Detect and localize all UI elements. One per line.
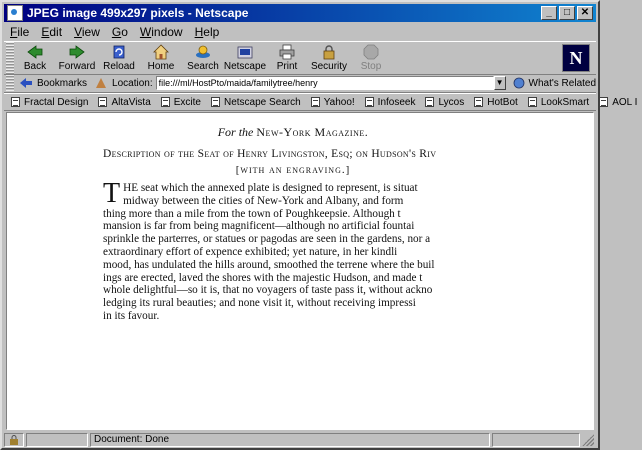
window-title: JPEG image 499x297 pixels - Netscape bbox=[27, 6, 249, 20]
home-button[interactable] bbox=[140, 42, 182, 74]
reload-button[interactable] bbox=[98, 42, 140, 74]
search-label: Search bbox=[187, 61, 219, 72]
print-label: Print bbox=[276, 61, 298, 72]
minimize-button[interactable]: _ bbox=[541, 6, 557, 20]
location-label bbox=[93, 77, 153, 89]
page-icon bbox=[474, 97, 483, 107]
menu-help[interactable]: Help bbox=[194, 25, 220, 39]
link-altavista[interactable]: AltaVista bbox=[93, 97, 155, 108]
page-icon bbox=[98, 97, 107, 107]
title-bar[interactable] bbox=[4, 4, 596, 22]
body-line: mood, has undulated the hills around, smoothed the terrene where the buil bbox=[103, 258, 435, 271]
engraving-note: [with an engraving.] bbox=[235, 164, 351, 176]
link-excite[interactable]: Excite bbox=[156, 97, 206, 108]
netscape-app-icon[interactable] bbox=[7, 5, 23, 21]
printer-icon bbox=[278, 44, 296, 60]
back-arrow-icon bbox=[26, 44, 44, 60]
link-hotbot[interactable]: HotBot bbox=[469, 97, 523, 108]
body-line: midway between the cities of New-York and Albany, and form bbox=[123, 194, 404, 207]
link-netscape-search[interactable]: Netscape Search bbox=[206, 97, 306, 108]
related-icon bbox=[512, 77, 526, 89]
print-button[interactable] bbox=[266, 42, 308, 74]
stop-icon bbox=[362, 44, 380, 60]
body-line: ledging its rural beauties; and none visit it, without receiving impressi bbox=[103, 297, 416, 310]
link-looksmart[interactable]: LookSmart bbox=[523, 97, 594, 108]
status-extra bbox=[492, 433, 580, 447]
location-grip[interactable] bbox=[6, 75, 14, 91]
security-label: Security bbox=[310, 61, 348, 72]
page-icon bbox=[161, 97, 170, 107]
netscape-label: Netscape bbox=[223, 61, 267, 72]
home-icon bbox=[152, 44, 170, 60]
forward-arrow-icon bbox=[68, 44, 86, 60]
menu-go[interactable]: Go bbox=[111, 25, 128, 39]
link-infoseek[interactable]: Infoseek bbox=[360, 97, 421, 108]
scanned-magazine-image bbox=[103, 123, 483, 323]
page-icon bbox=[425, 97, 434, 107]
navigation-toolbar bbox=[4, 41, 596, 75]
page-icon bbox=[365, 97, 374, 107]
menu-edit[interactable]: Edit bbox=[41, 25, 63, 39]
resize-grip[interactable] bbox=[582, 434, 594, 446]
personal-toolbar bbox=[4, 93, 638, 111]
close-button[interactable]: ✕ bbox=[577, 6, 593, 20]
page-icon bbox=[599, 97, 608, 107]
url-dropdown-button[interactable]: ▼ bbox=[494, 76, 506, 90]
whats-related-button[interactable] bbox=[512, 77, 596, 89]
netscape-button[interactable] bbox=[224, 42, 266, 74]
lock-icon bbox=[320, 44, 338, 60]
menu-bar bbox=[4, 24, 596, 40]
menu-window[interactable]: Window bbox=[139, 25, 183, 39]
stop-button[interactable] bbox=[350, 42, 392, 74]
page-icon bbox=[528, 97, 537, 107]
maximize-button[interactable]: □ bbox=[559, 6, 575, 20]
status-text: Document: Done bbox=[90, 433, 490, 447]
forward-label: Forward bbox=[58, 61, 96, 72]
toolbar-grip[interactable] bbox=[6, 42, 14, 74]
menu-file[interactable]: File bbox=[10, 25, 30, 39]
document-heading: For the New-York Magazine. bbox=[217, 125, 369, 139]
body-line: HE seat which the annexed plate is designed to represent, is situat bbox=[123, 182, 418, 194]
security-button[interactable] bbox=[308, 42, 350, 74]
link-lycos[interactable]: Lycos bbox=[420, 97, 469, 108]
bookmarks-button[interactable] bbox=[14, 77, 91, 89]
location-icon bbox=[93, 77, 109, 89]
link-yahoo[interactable]: Yahoo! bbox=[306, 97, 360, 108]
body-line: ings are erected, laved the shores with the majestic Hudson, and made t bbox=[103, 271, 423, 284]
back-button[interactable] bbox=[14, 42, 56, 74]
netscape-icon bbox=[236, 44, 254, 60]
search-icon bbox=[194, 44, 212, 60]
netscape-logo[interactable]: N bbox=[562, 44, 590, 72]
link-fractal-design[interactable]: Fractal Design bbox=[6, 97, 93, 108]
body-line: thing more than a mile from the town of Poughkeepsie. Although t bbox=[103, 207, 401, 220]
security-status[interactable] bbox=[4, 433, 24, 447]
security-lock-icon bbox=[8, 435, 20, 445]
body-line: extraordinary effort of expence exhibited; yet nature, in her kindli bbox=[103, 245, 398, 258]
location-label-text: Location: bbox=[112, 77, 153, 89]
page-content-area[interactable] bbox=[6, 112, 594, 430]
drop-cap: T bbox=[103, 178, 121, 209]
body-line: sprinkle the parterres, or statues or pagodas are seen in the gardens, nor a bbox=[103, 233, 431, 246]
status-bar bbox=[4, 432, 596, 448]
forward-button[interactable] bbox=[56, 42, 98, 74]
back-label: Back bbox=[23, 61, 47, 72]
reload-icon bbox=[110, 44, 128, 60]
page-icon bbox=[311, 97, 320, 107]
document-body bbox=[103, 178, 483, 323]
home-label: Home bbox=[147, 61, 175, 72]
page-icon bbox=[11, 97, 20, 107]
search-button[interactable] bbox=[182, 42, 224, 74]
body-line: whole delightful—so it is, that no voyagers of taste pass it, without ackno bbox=[103, 284, 433, 297]
body-line: mansion is far from being magnificent—although no artificial fountai bbox=[103, 220, 415, 233]
progress-indicator bbox=[26, 433, 88, 447]
menu-view[interactable]: View bbox=[74, 25, 100, 39]
stop-label: Stop bbox=[360, 61, 382, 72]
body-line: in its favour. bbox=[103, 309, 160, 322]
url-input[interactable]: file:///ml/HostPto/maida/familytree/henry bbox=[156, 76, 494, 90]
link-aol[interactable]: AOL I bbox=[594, 97, 642, 108]
bookmarks-label: Bookmarks bbox=[37, 77, 88, 89]
bookmark-icon bbox=[18, 77, 34, 89]
reload-label: Reload bbox=[103, 61, 135, 72]
document-subheading: Description of the Seat of Henry Livingston, Esq; on Hudson's Riv bbox=[103, 148, 437, 160]
location-toolbar bbox=[4, 74, 596, 93]
whats-related-label: What's Related bbox=[528, 77, 597, 89]
page-icon bbox=[211, 97, 220, 107]
